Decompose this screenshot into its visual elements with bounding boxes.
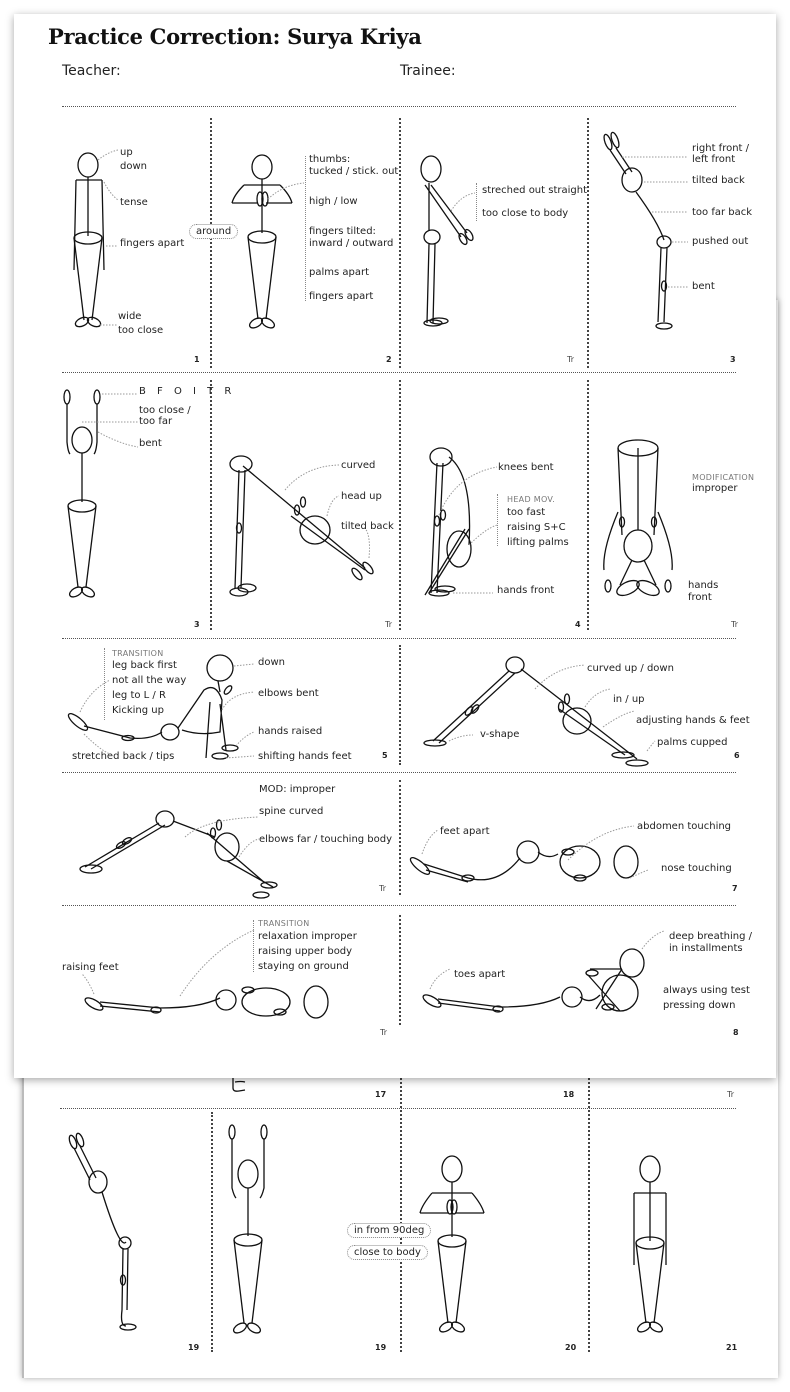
- correction-label: hands: [688, 580, 719, 591]
- panel-number: 2: [386, 355, 392, 364]
- panel-number: 3: [730, 355, 736, 364]
- correction-label: leg back first: [112, 660, 177, 671]
- note-pill: close to body: [347, 1245, 428, 1260]
- panel-number: Tr: [385, 620, 392, 629]
- column-divider: [400, 1062, 402, 1352]
- correction-label: pushed out: [692, 236, 749, 247]
- figure-standing-icon: [70, 150, 120, 335]
- section-caption: TRANSITION: [112, 649, 164, 658]
- label-bracket: [476, 183, 477, 221]
- correction-label: right front /: [692, 143, 750, 154]
- correction-label: relaxation improper: [258, 931, 357, 942]
- correction-label: pressing down: [663, 1000, 736, 1011]
- correction-label: knees bent: [498, 462, 554, 473]
- panel-number: 8: [733, 1028, 739, 1037]
- correction-label: always using test: [663, 985, 750, 996]
- correction-label: tucked / stick. out: [309, 166, 399, 177]
- column-divider: [399, 645, 401, 765]
- correction-label: in installments: [669, 943, 743, 954]
- correction-label: curved: [341, 460, 376, 471]
- correction-label: curved up / down: [587, 663, 674, 674]
- note-pill: in from 90deg: [347, 1223, 431, 1238]
- correction-label: raising S+C: [507, 522, 566, 533]
- note-pill: around: [189, 224, 238, 239]
- column-divider: [399, 915, 401, 1025]
- label-bracket: [253, 920, 254, 972]
- section-caption: MODIFICATION: [692, 473, 755, 482]
- correction-label: nose touching: [661, 863, 732, 874]
- column-divider: [210, 118, 212, 368]
- panel-number: 20: [565, 1343, 577, 1352]
- correction-label: left front: [692, 154, 736, 165]
- panel-number: Tr: [731, 620, 738, 629]
- figure-lying-down-icon: [80, 980, 340, 1030]
- panel-number: Tr: [380, 1028, 387, 1037]
- panel-number: 4: [575, 620, 581, 629]
- correction-label: elbows bent: [258, 688, 319, 699]
- section-caption: HEAD MOV.: [507, 495, 555, 504]
- row-divider: [60, 1108, 736, 1109]
- row-divider: [62, 772, 736, 773]
- correction-label: too close to body: [482, 208, 569, 219]
- correction-label: palms apart: [309, 267, 370, 278]
- panel-number: 19: [188, 1343, 200, 1352]
- panel-number: Tr: [567, 355, 574, 364]
- correction-label: palms cupped: [657, 737, 728, 748]
- figure-standing-icon: [622, 1155, 682, 1335]
- panel-number: 6: [734, 751, 740, 760]
- figure-arms-up-icon: [60, 382, 140, 602]
- correction-label: fingers apart: [309, 291, 374, 302]
- correction-label: too fast: [507, 507, 546, 518]
- figure-headstand-icon: [598, 440, 683, 600]
- correction-label: too close: [118, 325, 164, 336]
- correction-label: v-shape: [480, 729, 520, 740]
- column-divider: [399, 380, 401, 630]
- figure-plank-icon: [75, 805, 285, 895]
- column-divider: [588, 1062, 590, 1352]
- row-divider: [62, 372, 736, 373]
- correction-label: tilted back: [341, 521, 394, 532]
- figure-arms-back-icon: [60, 1130, 150, 1340]
- header-divider: [62, 106, 736, 107]
- correction-label: front: [688, 592, 712, 603]
- panel-number: 18: [563, 1090, 575, 1099]
- correction-label: raising upper body: [258, 946, 353, 957]
- figure-lunge-icon: [70, 650, 260, 765]
- correction-label: head up: [341, 491, 382, 502]
- correction-label: up: [120, 147, 133, 158]
- teacher-field-label[interactable]: Teacher:: [62, 63, 121, 79]
- panel-number: 19: [375, 1343, 387, 1352]
- page-title: Practice Correction: Surya Kriya: [48, 24, 422, 49]
- correction-label: deep breathing /: [669, 931, 752, 942]
- correction-label: Kicking up: [112, 705, 164, 716]
- correction-label: B F O I T R: [139, 386, 236, 397]
- correction-label: tilted back: [692, 175, 745, 186]
- correction-label: too far back: [692, 207, 753, 218]
- panel-number: 1: [194, 355, 200, 364]
- correction-label: stretched back / tips: [72, 751, 175, 762]
- panel-number: 7: [732, 884, 738, 893]
- correction-label: abdomen touching: [637, 821, 732, 832]
- panel-number: 17: [375, 1090, 387, 1099]
- correction-label: spine curved: [259, 806, 324, 817]
- panel-number: 5: [382, 751, 388, 760]
- column-divider: [399, 780, 401, 895]
- figure-side-standing-icon: [415, 155, 485, 335]
- column-divider: [587, 118, 589, 368]
- panel-number: 21: [726, 1343, 738, 1352]
- figure-cobra-icon: [420, 945, 660, 1025]
- correction-label: fingers apart: [120, 238, 185, 249]
- correction-label: bent: [139, 438, 162, 449]
- trainee-field-label[interactable]: Trainee:: [400, 63, 456, 79]
- correction-label: leg to L / R: [112, 690, 166, 701]
- row-divider: [62, 638, 736, 639]
- correction-label: raising feet: [62, 962, 119, 973]
- panel-number: Tr: [727, 1090, 734, 1099]
- correction-label: down: [120, 161, 147, 172]
- correction-label: too close /: [139, 405, 191, 416]
- correction-label: tense: [120, 197, 148, 208]
- correction-label: toes apart: [454, 969, 506, 980]
- correction-label: not all the way: [112, 675, 187, 686]
- section-caption: TRANSITION: [258, 919, 310, 928]
- correction-label: improper: [692, 483, 738, 494]
- panel-number: Tr: [379, 884, 386, 893]
- correction-label: elbows far / touching body: [259, 834, 393, 845]
- correction-label: down: [258, 657, 285, 668]
- correction-label: too far: [139, 416, 173, 427]
- figure-prayer-icon: [228, 155, 308, 335]
- correction-label: feet apart: [440, 826, 490, 837]
- column-divider: [399, 118, 401, 368]
- figure-prayer-icon: [412, 1155, 482, 1335]
- panel-number: 3: [194, 620, 200, 629]
- correction-label: hands raised: [258, 726, 323, 737]
- correction-label: MOD: improper: [259, 784, 336, 795]
- correction-label: in / up: [613, 694, 645, 705]
- correction-label: adjusting hands & feet: [636, 715, 750, 726]
- partial-figure-icon: [225, 1078, 265, 1098]
- correction-label: thumbs:: [309, 154, 351, 165]
- correction-label: staying on ground: [258, 961, 349, 972]
- figure-deep-bend-icon: [415, 445, 500, 605]
- correction-label: hands front: [497, 585, 555, 596]
- correction-label: shifting hands feet: [258, 751, 352, 762]
- correction-label: wide: [118, 311, 142, 322]
- label-bracket: [497, 494, 498, 546]
- figure-back-bend-icon: [600, 132, 690, 342]
- correction-label: bent: [692, 281, 715, 292]
- label-bracket: [305, 156, 306, 301]
- correction-label: high / low: [309, 196, 358, 207]
- column-divider: [210, 380, 212, 630]
- column-divider: [587, 380, 589, 630]
- correction-label: inward / outward: [309, 238, 394, 249]
- row-divider: [62, 905, 736, 906]
- figure-arms-up-icon: [222, 1118, 282, 1338]
- correction-label: lifting palms: [507, 537, 569, 548]
- correction-label: fingers tilted:: [309, 226, 376, 237]
- column-divider: [211, 1112, 213, 1352]
- correction-label: streched out straight: [482, 185, 587, 196]
